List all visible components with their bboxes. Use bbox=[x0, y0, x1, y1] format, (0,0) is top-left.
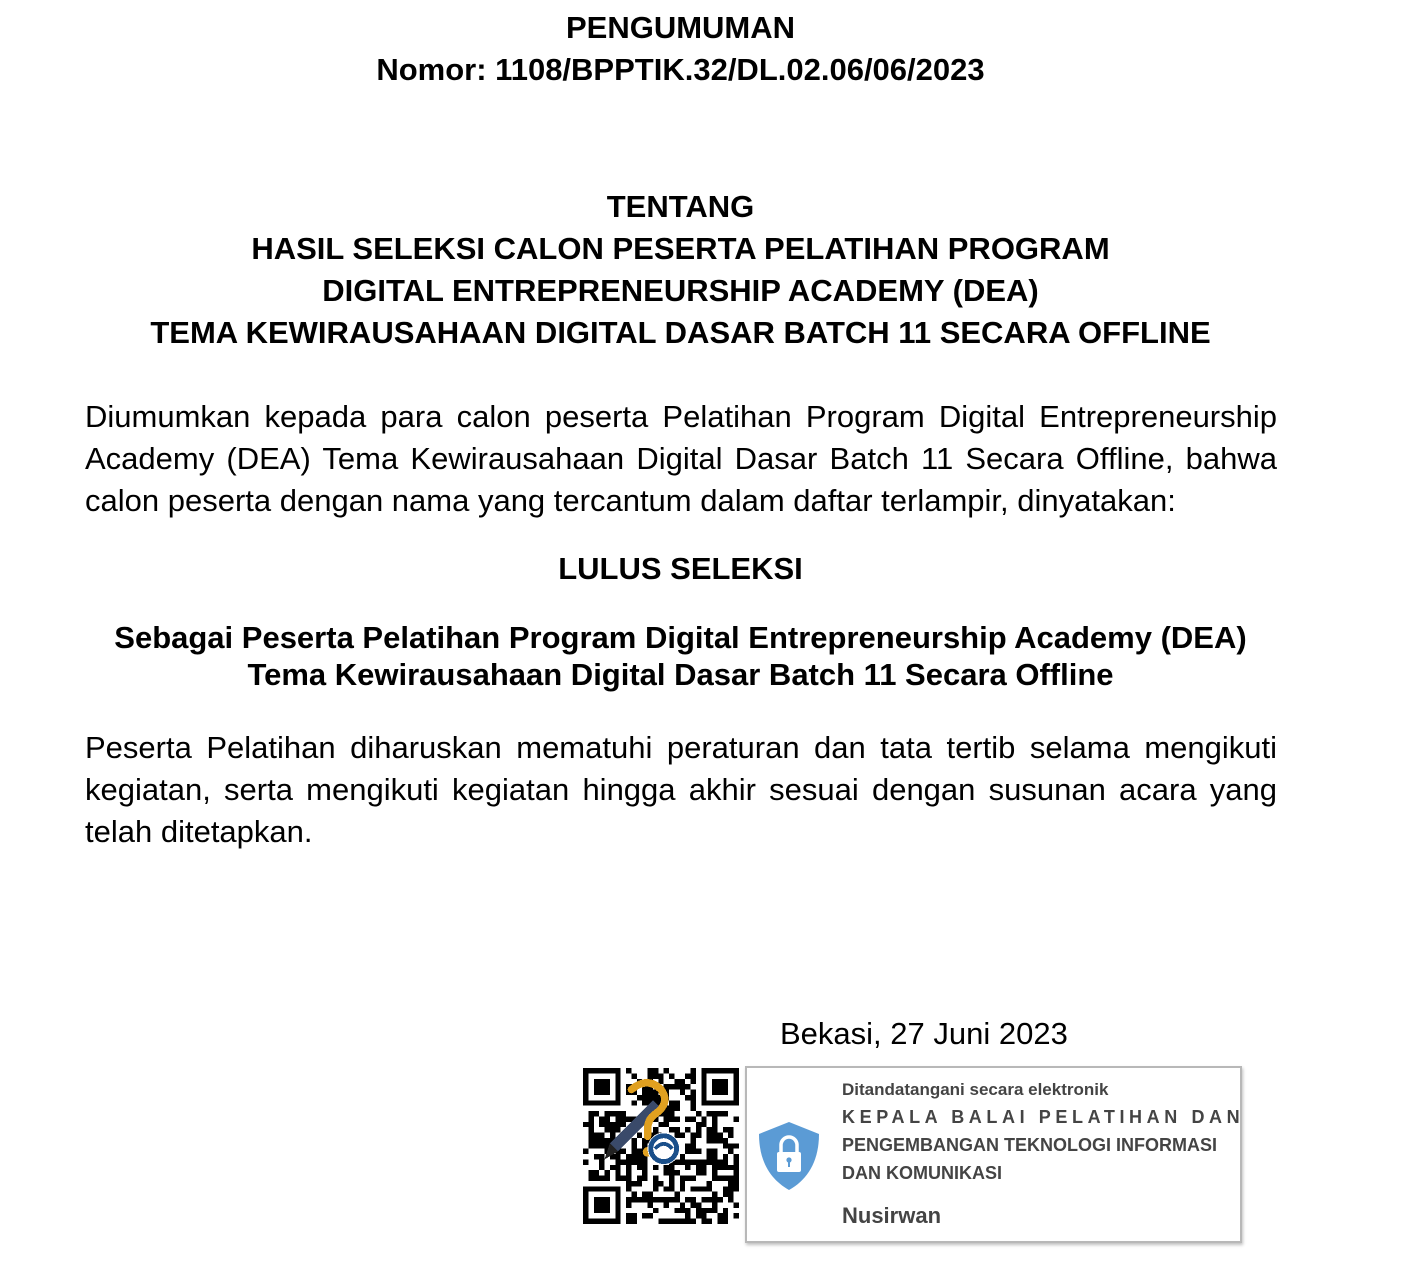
closing-line: Peserta Pelatihan diharuskan mematuhi peraturan dan tata tertib selama mengikuti bbox=[85, 730, 1277, 765]
result-status: LULUS SELEKSI bbox=[558, 551, 803, 586]
subject-label: TENTANG bbox=[606, 189, 755, 224]
signatory-title-line: DAN KOMUNIKASI bbox=[842, 1163, 1002, 1183]
signatory-title-line: PENGEMBANGAN TEKNOLOGI INFORMASI bbox=[842, 1135, 1218, 1155]
announcement-title: PENGUMUMAN bbox=[565, 10, 796, 45]
subject-line-2: DIGITAL ENTREPRENEURSHIP ACADEMY (DEA) bbox=[322, 273, 1039, 308]
result-line-1: Sebagai Peserta Pelatihan Program Digital Entrepreneurship Academy (DEA) bbox=[114, 620, 1247, 655]
subject-line-3: TEMA KEWIRAUSAHAAN DIGITAL DASAR BATCH 11 SECARA OFFLINE bbox=[150, 315, 1211, 350]
e-signature-box bbox=[745, 1066, 1245, 1243]
qr-code-icon bbox=[583, 1068, 739, 1224]
signatory-title bbox=[842, 1103, 1245, 1187]
signatory-name: Nusirwan bbox=[842, 1203, 942, 1228]
subject-line-1: HASIL SELEKSI CALON PESERTA PELATIHAN PROGRAM bbox=[251, 231, 1110, 266]
intro-line: Diumumkan kepada para calon peserta Pelatihan Program Digital Entrepreneurship bbox=[85, 399, 1277, 434]
closing-line: kegiatan, serta mengikuti kegiatan hingga akhir sesuai dengan susunan acara yang bbox=[85, 772, 1277, 807]
result-line-2: Tema Kewirausahaan Digital Dasar Batch 11 Secara Offline bbox=[247, 657, 1114, 692]
closing-line: telah ditetapkan. bbox=[85, 814, 313, 849]
intro-paragraph bbox=[85, 396, 1277, 522]
place-date: Bekasi, 27 Juni 2023 bbox=[780, 1016, 1068, 1051]
signature-note: Ditandatangani secara elektronik bbox=[842, 1080, 1109, 1099]
signature-details bbox=[842, 1080, 1245, 1229]
intro-line: Academy (DEA) Tema Kewirausahaan Digital Dasar Batch 11 Secara Offline, bahwa bbox=[85, 441, 1277, 476]
intro-line: calon peserta dengan nama yang tercantum dalam daftar terlampir, dinyatakan: bbox=[85, 483, 1176, 518]
security-shield-icon bbox=[755, 1120, 823, 1192]
signatory-title-line: KEPALA BALAI PELATIHAN DAN bbox=[842, 1107, 1245, 1127]
announcement-number: Nomor: 1108/BPPTIK.32/DL.02.06/06/2023 bbox=[376, 52, 985, 87]
closing-paragraph bbox=[85, 727, 1277, 853]
kominfo-logo-icon bbox=[648, 1133, 680, 1165]
